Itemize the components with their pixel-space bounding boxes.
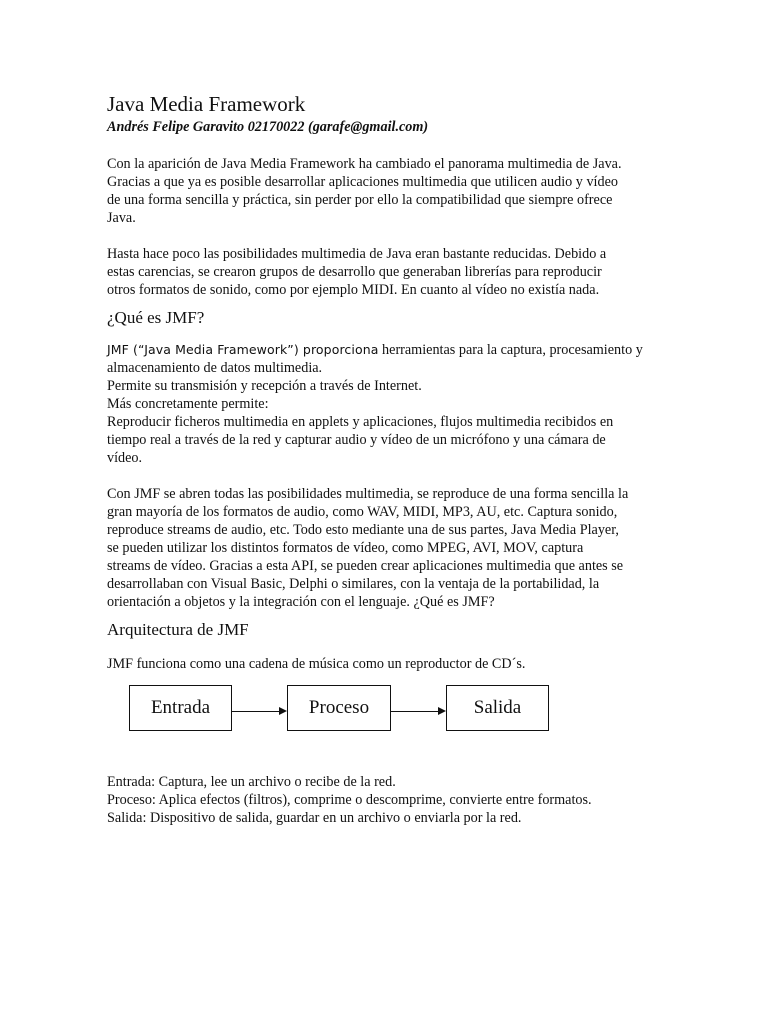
pipeline-diagram: [107, 685, 667, 743]
jmf-line: vídeo.: [107, 450, 143, 466]
diagram-box-entrada: Entrada: [129, 685, 232, 731]
history-line: otros formatos de sonido, como por ejemplo MIDI. En cuanto al vídeo no existía nada.: [107, 282, 600, 298]
intro-paragraph: [107, 155, 667, 227]
jmf-line: Permite su transmisión y recepción a través de Internet.: [107, 378, 422, 394]
capabilities-line: orientación a objetos y la integración con el lenguaje. ¿Qué es JMF?: [107, 594, 495, 610]
arrow-right-icon: [279, 707, 287, 715]
capabilities-line: gran mayoría de los formatos de audio, como WAV, MIDI, MP3, AU, etc. Captura sonido,: [107, 504, 618, 520]
architecture-intro: JMF funciona como una cadena de música como un reproductor de CD´s.: [107, 656, 526, 672]
capabilities-line: desarrollaban con Visual Basic, Delphi o similares, con la ventaja de la portabilidad, la: [107, 576, 600, 592]
diagram-box-salida: Salida: [446, 685, 549, 731]
definition-line: Entrada: Captura, lee un archivo o recibe de la red.: [107, 774, 396, 790]
definition-line: Salida: Dispositivo de salida, guardar en un archivo o enviarla por la red.: [107, 810, 522, 826]
document-content: [107, 90, 667, 827]
capabilities-paragraph: [107, 485, 667, 611]
jmf-definition-prefix: JMF (“Java Media Framework”) proporciona: [107, 342, 379, 357]
history-line: estas carencias, se crearon grupos de desarrollo que generaban librerías para reproducir: [107, 264, 602, 280]
paragraph-gap: [107, 227, 667, 245]
intro-line: Java.: [107, 210, 136, 226]
capabilities-line: Con JMF se abren todas las posibilidades multimedia, se reproduce de una forma sencilla la: [107, 486, 629, 502]
jmf-line: tiempo real a través de la red y capturar audio y vídeo de un micrófono y una cámara de: [107, 432, 606, 448]
definition-line: Proceso: Aplica efectos (filtros), comprime o descomprime, convierte entre formatos.: [107, 792, 592, 808]
diagram-box-proceso: Proceso: [287, 685, 391, 731]
capabilities-line: streams de vídeo. Gracias a esta API, se pueden crear aplicaciones multimedia que antes se: [107, 558, 624, 574]
document-author: Andrés Felipe Garavito 02170022 (garafe@gmail.com): [107, 119, 429, 135]
intro-line: Con la aparición de Java Media Framework ha cambiado el panorama multimedia de Java.: [107, 156, 622, 172]
document-title: Java Media Framework: [107, 92, 306, 116]
jmf-line: almacenamiento de datos multimedia.: [107, 360, 323, 376]
intro-line: de una forma sencilla y práctica, sin perder por ello la compatibilidad que siempre ofrece: [107, 192, 613, 208]
history-paragraph: [107, 245, 667, 299]
diagram-arrow-line: [391, 711, 440, 712]
history-line: Hasta hace poco las posibilidades multimedia de Java eran bastante reducidas. Debido a: [107, 246, 607, 262]
jmf-definition-paragraph: [107, 341, 667, 467]
section-jmf-heading: ¿Qué es JMF?: [107, 308, 205, 327]
arrow-right-icon: [438, 707, 446, 715]
diagram-arrow-line: [232, 711, 281, 712]
paragraph-gap: [107, 467, 667, 485]
jmf-definition-first-line: [107, 341, 667, 359]
intro-line: Gracias a que ya es posible desarrollar aplicaciones multimedia que utilicen audio y vídeo: [107, 174, 618, 190]
jmf-line: Más concretamente permite:: [107, 396, 269, 412]
capabilities-line: se pueden utilizar los distintos formatos de vídeo, como MPEG, AVI, MOV, captura: [107, 540, 584, 556]
definitions-list: [107, 773, 667, 827]
jmf-line: Reproducir ficheros multimedia en applets y aplicaciones, flujos multimedia recibidos en: [107, 414, 614, 430]
section-architecture-heading: Arquitectura de JMF: [107, 620, 249, 639]
jmf-definition-rest: herramientas para la captura, procesamiento y: [378, 342, 643, 358]
capabilities-line: reproduce streams de audio, etc. Todo esto mediante una de sus partes, Java Media Player,: [107, 522, 619, 538]
